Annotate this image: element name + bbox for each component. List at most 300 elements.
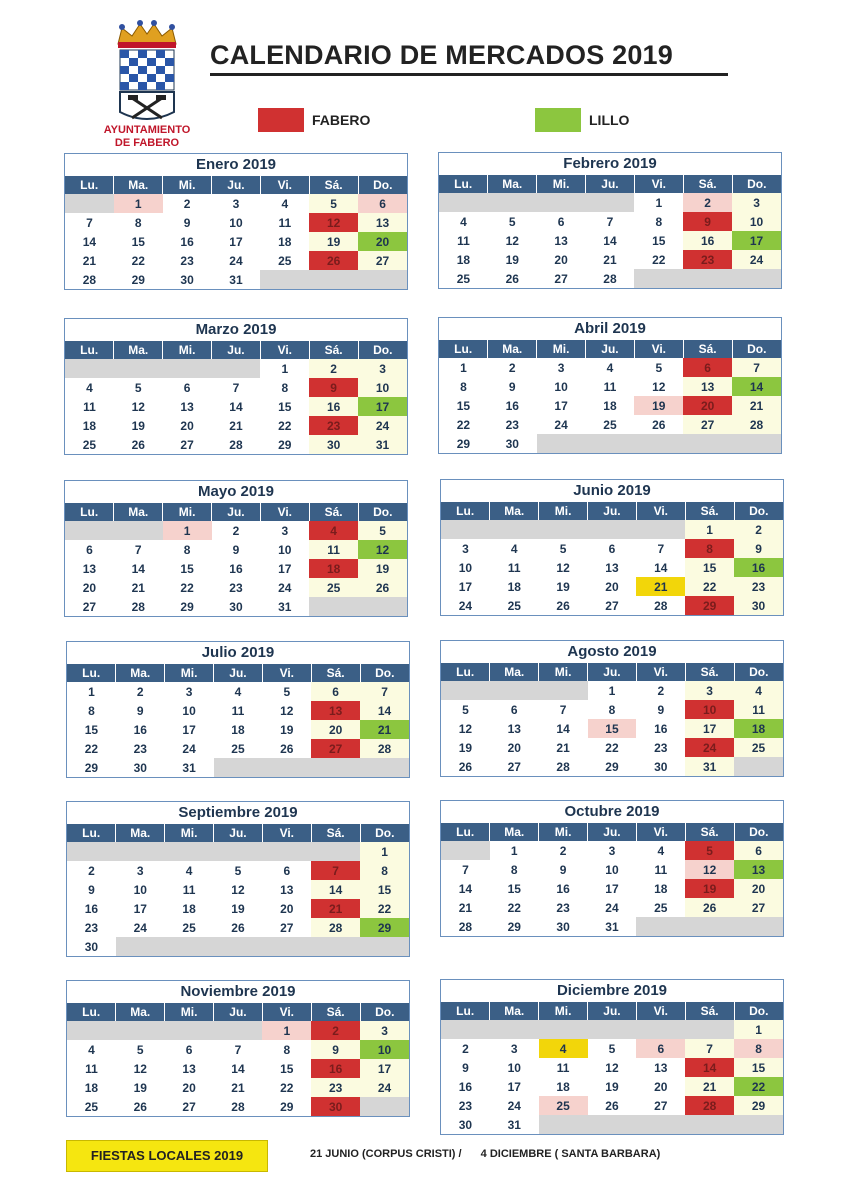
day-cell: 5 xyxy=(685,841,734,860)
day-cell: 16 xyxy=(84,901,99,916)
week-row xyxy=(65,435,407,454)
day-cell: 15 xyxy=(652,233,666,248)
day-cell: 24 xyxy=(182,741,196,756)
day-cell: 11 xyxy=(507,560,521,575)
day-cell: 10 xyxy=(182,703,196,718)
week-row xyxy=(65,540,407,559)
week-row xyxy=(65,559,407,578)
week-row xyxy=(65,194,407,213)
day-cell: 1 xyxy=(460,360,467,375)
weekday-header: Ma. xyxy=(488,175,537,193)
day-cell: 12 xyxy=(605,1060,619,1075)
empty-cell xyxy=(490,681,539,700)
empty-cell xyxy=(114,521,163,540)
empty-cell xyxy=(116,937,165,956)
empty-cell xyxy=(165,842,214,861)
day-cell: 26 xyxy=(458,759,473,774)
empty-cell xyxy=(441,841,490,860)
day-cell: 3 xyxy=(732,193,781,212)
week-row xyxy=(441,700,783,719)
day-cell: 20 xyxy=(507,740,521,755)
day-cell: 5 xyxy=(134,380,142,395)
day-cell: 15 xyxy=(84,722,99,737)
day-cell: 30 xyxy=(556,919,570,934)
day-cell: 6 xyxy=(557,214,565,229)
day-cell: 15 xyxy=(278,399,292,414)
day-cell: 16 xyxy=(505,398,519,413)
week-row xyxy=(441,1039,783,1058)
day-cell: 16 xyxy=(133,722,147,737)
day-cell: 11 xyxy=(83,399,96,414)
day-cell: 22 xyxy=(180,580,194,595)
weekday-header: Lu. xyxy=(441,823,490,841)
legend-lillo-swatch xyxy=(535,108,581,132)
day-cell: 19 xyxy=(458,740,473,755)
empty-cell xyxy=(360,758,409,777)
day-cell: 25 xyxy=(734,738,783,757)
weekday-header: Vi. xyxy=(636,823,685,841)
week-row xyxy=(441,1020,783,1039)
weekday-header: Ma. xyxy=(490,502,539,520)
empty-cell xyxy=(67,842,116,861)
week-row xyxy=(441,596,783,615)
day-cell: 18 xyxy=(456,252,471,267)
weekday-header: Ma. xyxy=(116,1003,165,1021)
day-cell: 3 xyxy=(685,681,734,700)
day-cell: 24 xyxy=(229,253,243,268)
week-row xyxy=(65,213,407,232)
day-cell: 8 xyxy=(183,542,191,557)
day-cell: 18 xyxy=(309,559,358,578)
title-underline xyxy=(210,73,728,76)
day-cell: 14 xyxy=(654,560,668,575)
month-title: Septiembre 2019 xyxy=(178,804,298,821)
weekday-header: Ju. xyxy=(214,664,263,682)
weekday-header: Ju. xyxy=(212,503,261,521)
weekday-header: Lu. xyxy=(67,824,116,842)
day-cell: 30 xyxy=(133,760,147,775)
weekday-header: Do. xyxy=(360,1003,409,1021)
day-cell: 5 xyxy=(283,684,291,699)
day-cell: 25 xyxy=(182,920,196,935)
day-cell: 9 xyxy=(734,539,783,558)
day-cell: 8 xyxy=(655,214,663,229)
day-cell: 18 xyxy=(231,722,245,737)
day-cell: 10 xyxy=(554,379,568,394)
week-row xyxy=(441,1058,783,1077)
empty-cell xyxy=(214,937,263,956)
day-cell: 10 xyxy=(358,378,407,397)
empty-cell xyxy=(262,842,311,861)
day-cell: 12 xyxy=(358,540,407,559)
day-cell: 10 xyxy=(133,882,147,897)
month-julio xyxy=(66,641,410,778)
weekday-header: Ju. xyxy=(588,823,637,841)
day-cell: 19 xyxy=(605,1079,619,1094)
day-cell: 15 xyxy=(360,880,409,899)
day-cell: 3 xyxy=(281,523,289,538)
day-cell: 2 xyxy=(559,843,567,858)
day-cell: 13 xyxy=(554,233,568,248)
day-cell: 8 xyxy=(510,862,518,877)
day-cell: 13 xyxy=(654,1060,668,1075)
day-cell: 31 xyxy=(278,599,292,614)
day-cell: 14 xyxy=(231,1061,245,1076)
day-cell: 30 xyxy=(309,435,358,454)
day-cell: 19 xyxy=(309,232,358,251)
day-cell: 5 xyxy=(358,521,407,540)
empty-cell xyxy=(311,842,360,861)
day-cell: 1 xyxy=(281,361,289,376)
day-cell: 8 xyxy=(460,379,467,394)
weekday-header: Mi. xyxy=(537,340,586,358)
day-cell: 17 xyxy=(278,561,292,576)
empty-cell xyxy=(636,1020,685,1039)
week-row xyxy=(439,415,781,434)
month-title: Junio 2019 xyxy=(573,482,651,499)
legend-lillo xyxy=(535,108,629,132)
day-cell: 27 xyxy=(82,599,97,614)
week-row xyxy=(65,416,407,435)
day-cell: 3 xyxy=(462,541,469,556)
empty-cell xyxy=(116,1021,165,1040)
day-cell: 23 xyxy=(133,741,147,756)
day-cell: 23 xyxy=(311,1078,360,1097)
weekday-header: Lu. xyxy=(67,664,116,682)
day-cell: 12 xyxy=(231,882,245,897)
day-cell: 14 xyxy=(603,233,617,248)
day-cell: 29 xyxy=(456,436,471,451)
month-grid xyxy=(439,340,781,453)
day-cell: 7 xyxy=(559,702,567,717)
day-cell: 22 xyxy=(734,1077,783,1096)
week-row xyxy=(441,1096,783,1115)
day-cell: 8 xyxy=(283,1042,291,1057)
day-cell: 15 xyxy=(280,1061,294,1076)
day-cell: 6 xyxy=(185,1042,193,1057)
fiestas-locales-label: FIESTAS LOCALES 2019 xyxy=(66,1140,268,1172)
empty-cell xyxy=(262,937,311,956)
day-cell: 9 xyxy=(462,1060,469,1075)
day-cell: 22 xyxy=(685,577,734,596)
day-cell: 25 xyxy=(539,1096,588,1115)
empty-cell xyxy=(685,917,734,936)
empty-cell xyxy=(165,937,214,956)
month-octubre xyxy=(440,800,784,937)
day-cell: 23 xyxy=(458,1098,473,1113)
day-cell: 9 xyxy=(309,378,358,397)
day-cell: 1 xyxy=(655,195,663,210)
day-cell: 2 xyxy=(88,863,95,878)
day-cell: 21 xyxy=(131,580,145,595)
day-cell: 25 xyxy=(507,598,521,613)
day-cell: 7 xyxy=(134,542,142,557)
empty-cell xyxy=(309,270,358,289)
day-cell: 27 xyxy=(358,251,407,270)
empty-cell xyxy=(309,597,358,616)
day-cell: 18 xyxy=(182,901,196,916)
month-title: Octubre 2019 xyxy=(564,803,660,820)
day-cell: 14 xyxy=(82,234,97,249)
empty-cell xyxy=(734,757,783,776)
day-cell: 24 xyxy=(605,900,619,915)
day-cell: 15 xyxy=(734,1058,783,1077)
day-cell: 14 xyxy=(360,701,409,720)
day-cell: 22 xyxy=(456,417,471,432)
day-cell: 27 xyxy=(507,759,521,774)
day-cell: 14 xyxy=(311,880,360,899)
day-cell: 2 xyxy=(657,683,665,698)
empty-cell xyxy=(311,937,360,956)
week-row xyxy=(65,521,407,540)
day-cell: 25 xyxy=(278,253,292,268)
week-row xyxy=(439,434,781,453)
day-cell: 10 xyxy=(685,700,734,719)
day-cell: 2 xyxy=(683,193,732,212)
day-cell: 4 xyxy=(281,196,289,211)
day-cell: 3 xyxy=(557,360,565,375)
empty-cell xyxy=(588,1020,637,1039)
day-cell: 27 xyxy=(683,415,732,434)
week-row xyxy=(441,860,783,879)
day-cell: 28 xyxy=(732,415,781,434)
day-cell: 23 xyxy=(84,920,99,935)
day-cell: 14 xyxy=(458,881,473,896)
week-row xyxy=(67,899,409,918)
day-cell: 26 xyxy=(131,437,145,452)
week-row xyxy=(441,841,783,860)
day-cell: 2 xyxy=(508,360,516,375)
weekday-header: Ju. xyxy=(212,341,261,359)
day-cell: 9 xyxy=(508,379,516,394)
holiday-corpus-cristi: 21 JUNIO (CORPUS CRISTI) / xyxy=(310,1148,462,1160)
day-cell: 27 xyxy=(605,598,619,613)
month-title: Mayo 2019 xyxy=(198,483,274,500)
weekday-header: Ma. xyxy=(490,663,539,681)
weekday-header: Lu. xyxy=(65,341,114,359)
empty-cell xyxy=(685,1115,734,1134)
day-cell: 3 xyxy=(510,1041,518,1056)
logo-caption-line1: AYUNTAMIENTO xyxy=(103,124,191,136)
day-cell: 16 xyxy=(309,397,358,416)
day-cell: 3 xyxy=(136,863,144,878)
empty-cell xyxy=(588,1115,637,1134)
month-grid xyxy=(65,503,407,616)
day-cell: 20 xyxy=(683,396,732,415)
day-cell: 6 xyxy=(608,541,616,556)
day-cell: 20 xyxy=(554,252,568,267)
weekday-header: Vi. xyxy=(636,1002,685,1020)
day-cell: 30 xyxy=(84,939,99,954)
day-cell: 23 xyxy=(654,740,668,755)
empty-cell xyxy=(636,917,685,936)
weekday-header: Mi. xyxy=(537,175,586,193)
day-cell: 13 xyxy=(734,860,783,879)
week-row xyxy=(65,578,407,597)
empty-cell xyxy=(358,597,407,616)
day-cell: 29 xyxy=(278,437,292,452)
week-row xyxy=(439,269,781,288)
day-cell: 18 xyxy=(278,234,292,249)
weekday-header: Lu. xyxy=(65,176,114,194)
weekday-header: Ju. xyxy=(214,824,263,842)
month-agosto xyxy=(440,640,784,777)
day-cell: 26 xyxy=(358,578,407,597)
day-cell: 12 xyxy=(556,560,570,575)
weekday-header: Lu. xyxy=(65,503,114,521)
month-diciembre xyxy=(440,979,784,1135)
week-row xyxy=(441,539,783,558)
weekday-header: Ju. xyxy=(586,340,635,358)
week-row xyxy=(441,898,783,917)
day-cell: 28 xyxy=(360,739,409,758)
day-cell: 17 xyxy=(458,579,473,594)
empty-cell xyxy=(212,359,261,378)
day-cell: 18 xyxy=(84,1080,99,1095)
empty-cell xyxy=(634,269,683,288)
day-cell: 14 xyxy=(229,399,243,414)
day-cell: 5 xyxy=(309,194,358,213)
weekday-header: Do. xyxy=(734,502,783,520)
legend-fabero-label: FABERO xyxy=(312,112,371,128)
empty-cell xyxy=(586,193,635,212)
day-cell: 4 xyxy=(185,863,193,878)
weekday-header: Lu. xyxy=(441,1002,490,1020)
day-cell: 31 xyxy=(685,757,734,776)
day-cell: 1 xyxy=(608,683,616,698)
day-cell: 31 xyxy=(358,435,407,454)
week-row xyxy=(67,861,409,880)
empty-cell xyxy=(262,758,311,777)
weekday-header: Mi. xyxy=(163,503,212,521)
day-cell: 23 xyxy=(683,250,732,269)
weekday-header: Sá. xyxy=(309,341,358,359)
day-cell: 11 xyxy=(278,215,292,230)
day-cell: 12 xyxy=(131,399,145,414)
day-cell: 20 xyxy=(605,579,619,594)
month-marzo xyxy=(64,318,408,455)
day-cell: 25 xyxy=(84,1099,99,1114)
day-cell: 4 xyxy=(734,681,783,700)
day-cell: 27 xyxy=(280,920,294,935)
weekday-header: Do. xyxy=(360,824,409,842)
day-cell: 29 xyxy=(734,1096,783,1115)
day-cell: 23 xyxy=(505,417,519,432)
day-cell: 15 xyxy=(456,398,471,413)
month-grid xyxy=(441,1002,783,1134)
weekday-header: Vi. xyxy=(260,176,309,194)
fiestas-locales-dates xyxy=(310,1148,676,1160)
weekday-header: Mi. xyxy=(165,824,214,842)
day-cell: 18 xyxy=(82,418,97,433)
weekday-header: Lu. xyxy=(441,502,490,520)
day-cell: 6 xyxy=(636,1039,685,1058)
day-cell: 9 xyxy=(559,862,567,877)
day-cell: 7 xyxy=(86,215,93,230)
day-cell: 30 xyxy=(654,759,668,774)
week-row xyxy=(67,1040,409,1059)
day-cell: 13 xyxy=(605,560,619,575)
weekday-header: Lu. xyxy=(439,175,488,193)
day-cell: 22 xyxy=(84,741,99,756)
empty-cell xyxy=(67,1021,116,1040)
month-grid xyxy=(67,1003,409,1116)
empty-cell xyxy=(537,193,586,212)
day-cell: 24 xyxy=(458,598,473,613)
day-cell: 10 xyxy=(229,215,243,230)
day-cell: 5 xyxy=(136,1042,144,1057)
day-cell: 24 xyxy=(507,1098,521,1113)
page-title: CALENDARIO DE MERCADOS 2019 xyxy=(210,40,673,70)
empty-cell xyxy=(634,434,683,453)
weekday-header: Do. xyxy=(358,341,407,359)
day-cell: 17 xyxy=(732,231,781,250)
day-cell: 12 xyxy=(505,233,519,248)
day-cell: 21 xyxy=(229,418,243,433)
empty-cell xyxy=(441,1020,490,1039)
week-row xyxy=(67,880,409,899)
day-cell: 17 xyxy=(605,881,619,896)
weekday-header: Vi. xyxy=(262,664,311,682)
weekday-header: Do. xyxy=(734,663,783,681)
day-cell: 8 xyxy=(88,703,95,718)
day-cell: 10 xyxy=(278,542,292,557)
day-cell: 7 xyxy=(462,862,469,877)
day-cell: 11 xyxy=(182,882,196,897)
day-cell: 4 xyxy=(234,684,242,699)
week-row xyxy=(439,377,781,396)
day-cell: 7 xyxy=(360,682,409,701)
empty-cell xyxy=(539,1115,588,1134)
day-cell: 3 xyxy=(185,684,193,699)
day-cell: 9 xyxy=(136,703,144,718)
week-row xyxy=(441,719,783,738)
day-cell: 8 xyxy=(134,215,142,230)
day-cell: 14 xyxy=(556,721,570,736)
day-cell: 20 xyxy=(182,1080,196,1095)
weekday-header: Ma. xyxy=(116,664,165,682)
day-cell: 16 xyxy=(180,234,194,249)
day-cell: 11 xyxy=(603,379,617,394)
day-cell: 13 xyxy=(180,399,194,414)
empty-cell xyxy=(488,193,537,212)
day-cell: 10 xyxy=(507,1060,521,1075)
weekday-header: Mi. xyxy=(539,1002,588,1020)
empty-cell xyxy=(636,520,685,539)
day-cell: 18 xyxy=(507,579,521,594)
month-grid xyxy=(439,175,781,288)
day-cell: 7 xyxy=(657,541,665,556)
weekday-header: Vi. xyxy=(260,503,309,521)
day-cell: 27 xyxy=(654,1098,668,1113)
day-cell: 25 xyxy=(654,900,668,915)
day-cell: 16 xyxy=(458,1079,473,1094)
day-cell: 20 xyxy=(180,418,194,433)
day-cell: 8 xyxy=(734,1039,783,1058)
week-row xyxy=(67,758,409,777)
day-cell: 17 xyxy=(507,1079,521,1094)
empty-cell xyxy=(685,1020,734,1039)
month-title: Agosto 2019 xyxy=(567,643,657,660)
weekday-header: Mi. xyxy=(539,823,588,841)
month-abril xyxy=(438,317,782,454)
empty-cell xyxy=(311,758,360,777)
day-cell: 11 xyxy=(556,1060,570,1075)
day-cell: 28 xyxy=(131,599,145,614)
day-cell: 15 xyxy=(588,719,637,738)
weekday-header: Vi. xyxy=(260,341,309,359)
day-cell: 21 xyxy=(82,253,97,268)
